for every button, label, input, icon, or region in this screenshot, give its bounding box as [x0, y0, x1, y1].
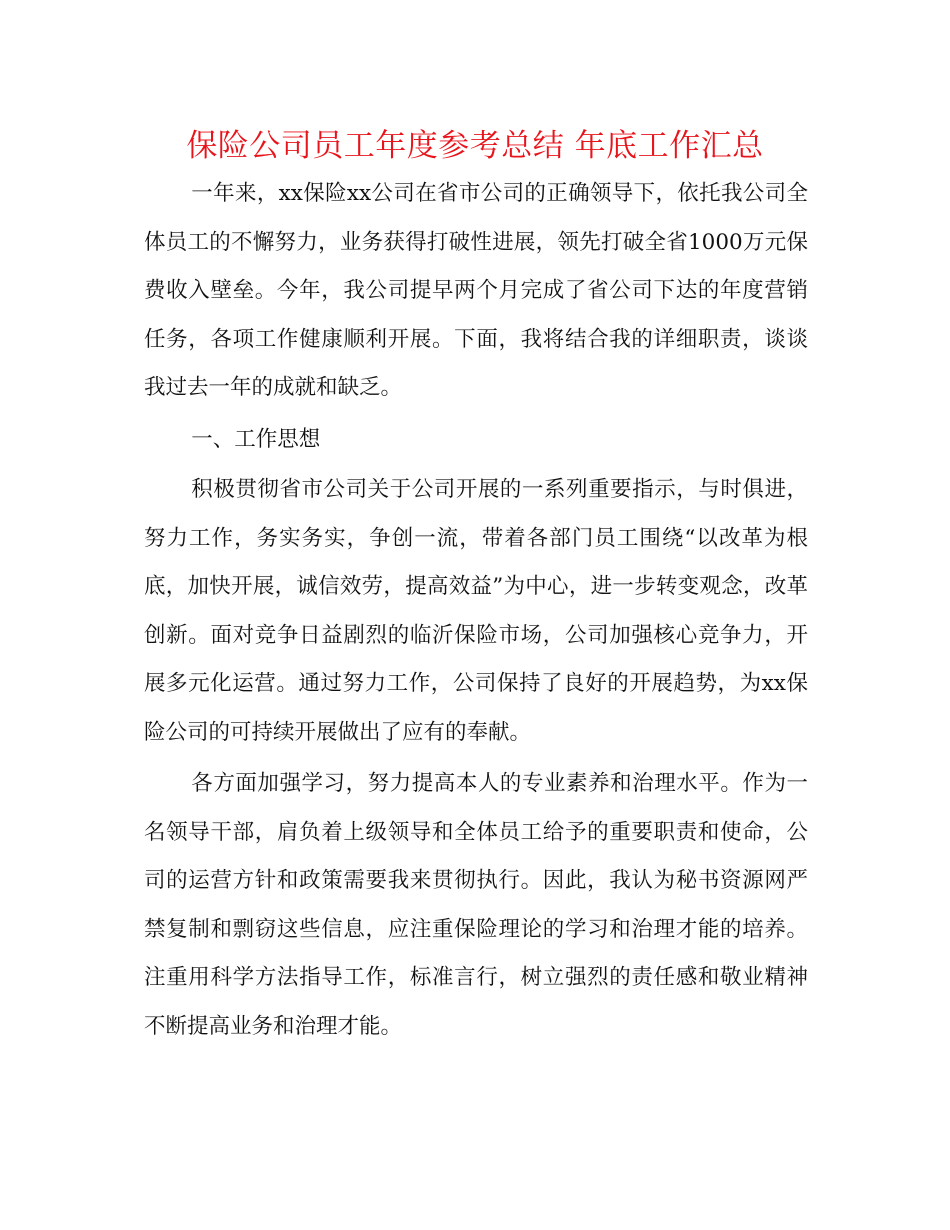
paragraph-study: 各方面加强学习，努力提高本人的专业素养和治理水平。作为一名领导干部，肩负着上级领导和全体员工给予的重要职责和使命，公司的运营方针和政策需要我来贯彻执行。因此，我认为秘书资源网严禁复制和剽窃这些信息，应注重保险理论的学习和治理才能的培养。注重用科学方法指导工作，标准言行，树立强烈的责任感和敬业精神不断提高业务和治理才能。: [144, 771, 808, 1039]
section-heading-work-thought: 一、工作思想: [191, 426, 321, 452]
paragraph-intro: 一年来，xx保险xx公司在省市公司的正确领导下，依托我公司全体员工的不懈努力，业务获得打破性进展，领先打破全省1000万元保费收入壁垒。今年，我公司提早两个月完成了省公司下达的年度营销任务，各项工作健康顺利开展。下面，我将结合我的详细职责，谈谈我过去一年的成就和缺乏。: [144, 181, 808, 400]
paragraph-work-thought: 积极贯彻省市公司关于公司开展的一系列重要指示，与时俱进，努力工作，务实务实，争创一流，带着各部门员工围绕“以改革为根底，加快开展，诚信效劳，提高效益”为中心，进一步转变观念，改革创新。面对竞争日益剧烈的临沂保险市场，公司加强核心竞争力，开展多元化运营。通过努力工作，公司保持了良好的开展趋势，为xx保险公司的可持续开展做出了应有的奉献。: [144, 477, 808, 745]
document-title: 保险公司员工年度参考总结 年底工作汇总: [186, 128, 764, 164]
document-body: [144, 170, 808, 1051]
